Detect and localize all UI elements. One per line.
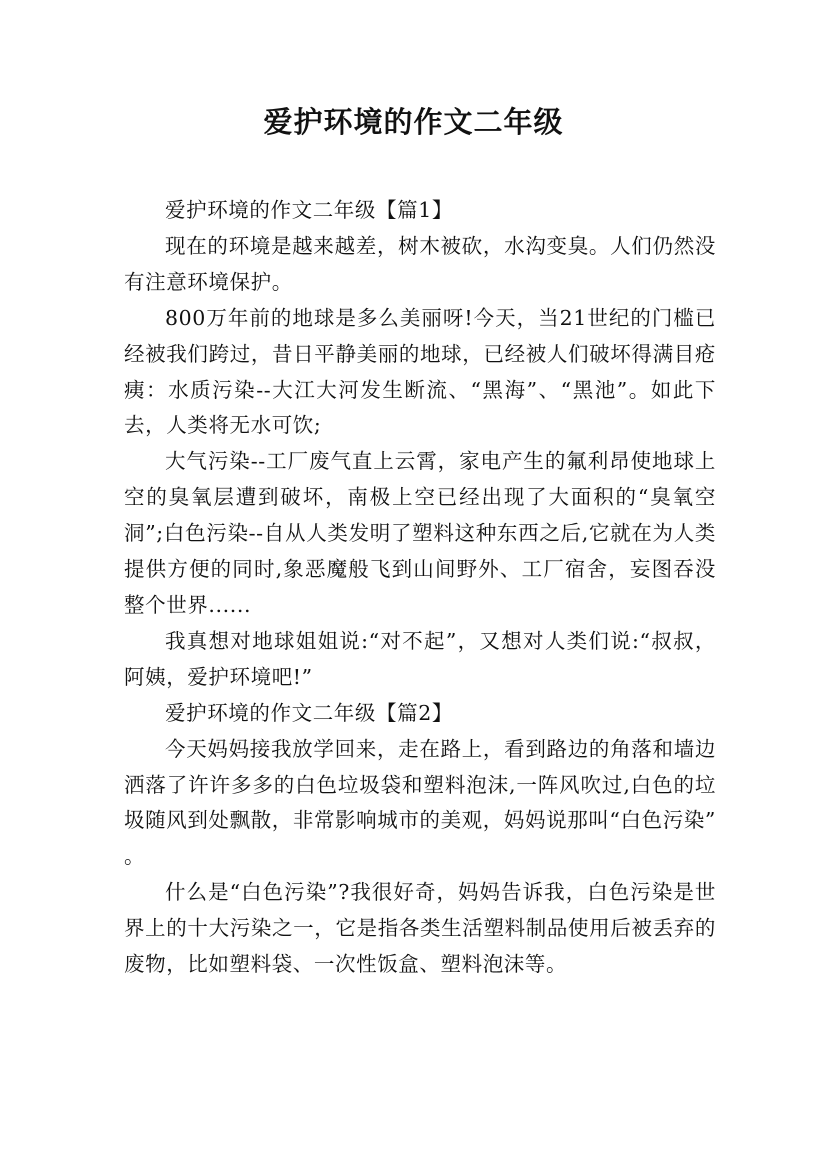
paragraph: 今天妈妈接我放学回来，走在路上，看到路边的角落和墙边洒落了许许多多的白色垃圾袋和塑料泡沫,一阵风吹过,白色的垃圾随风到处飘散，非常影响城市的美观，妈妈说那叫“白色污染” 。 — [124, 736, 716, 869]
document-body — [124, 193, 716, 983]
section-heading-2: 爱护环境的作文二年级【篇2】 — [165, 700, 453, 725]
paragraph: 什么是“白色污染”?我很好奇，妈妈告诉我，白色污染是世界上的十大污染之一，它是指各类生活塑料制品使用后被丢弃的废物，比如塑料袋、一次性饭盒、塑料泡沫等。 — [124, 880, 716, 977]
paragraph: 800万年前的地球是多么美丽呀!今天，当21世纪的门槛已经被我们跨过，昔日平静美丽的地球，已经被人们破坏得满目疮痍：水质污染--大江大河发生断流、“黑海”、“黑池”。如此下去，人类将无水可饮; — [124, 305, 716, 438]
paragraph: 现在的环境是越来越差，树木被砍，水沟变臭。人们仍然没有注意环境保护。 — [124, 233, 716, 294]
paragraph: 我真想对地球姐姐说:“对不起”，又想对人类们说:“叔叔，阿姨，爱护环境吧!” — [124, 628, 716, 689]
document-title: 爱护环境的作文二年级 — [263, 105, 564, 139]
paragraph: 大气污染--工厂废气直上云霄，家电产生的氟利昂使地球上空的臭氧层遭到破坏，南极上空已经出现了大面积的“臭氧空洞”;白色污染--自从人类发明了塑料这种东西之后,它就在为人类提供方便的同时,象恶魔般飞到山间野外、工厂宿舍，妄图吞没整个世界...... — [124, 449, 716, 617]
section-heading-1: 爱护环境的作文二年级【篇1】 — [165, 198, 453, 222]
